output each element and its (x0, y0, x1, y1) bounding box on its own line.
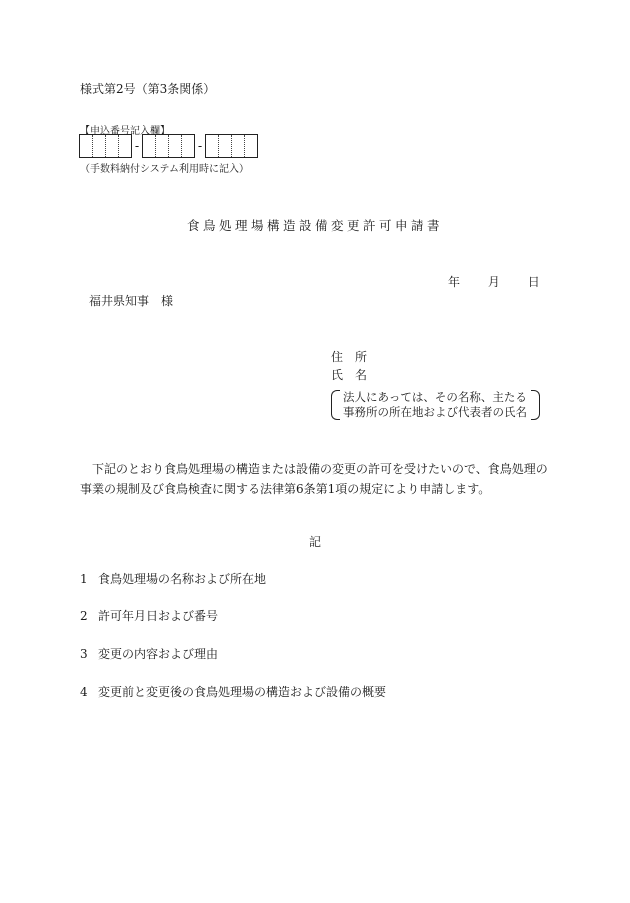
addressee: 福井県知事 様 (89, 294, 174, 308)
item-text: 食鳥処理場の名称および所在地 (98, 572, 267, 586)
address-row[interactable] (331, 348, 367, 365)
name-row[interactable] (331, 366, 367, 383)
item-text: 許可年月日および番号 (98, 609, 219, 623)
number-cell[interactable] (106, 135, 119, 157)
date-month: 月 (487, 275, 500, 289)
number-cell[interactable] (182, 135, 194, 157)
number-cell[interactable] (232, 135, 245, 157)
item-number: 1 (80, 572, 88, 586)
list-item (80, 570, 266, 587)
address-label: 住 所 (331, 350, 368, 364)
number-cell[interactable] (143, 135, 156, 157)
corporation-note (331, 389, 540, 419)
name-label: 氏 名 (331, 368, 368, 382)
list-item (80, 683, 386, 700)
number-box-group-3[interactable] (205, 134, 258, 158)
number-cell[interactable] (219, 135, 232, 157)
number-cell[interactable] (80, 135, 93, 157)
number-box-group-2[interactable] (142, 134, 195, 158)
application-number-label: 【申込番号記入欄】 (80, 126, 170, 137)
number-separator: - (134, 139, 140, 153)
date-year: 年 (448, 275, 461, 289)
number-cell[interactable] (169, 135, 182, 157)
corporation-note-line-1: 法人にあっては、その名称、主たる (343, 390, 527, 404)
item-number: 3 (80, 647, 88, 661)
application-statement: 下記のとおり食鳥処理場の構造または設備の変更の許可を受けたいので、食鳥処理の事業の規制及び食鳥検査に関する法律第6条第1項の規定により申請します。 (80, 462, 548, 496)
item-text: 変更前と変更後の食鳥処理場の構造および設備の概要 (98, 685, 387, 699)
date-day: 日 (527, 275, 540, 289)
document-title: 食鳥処理場構造設備変更許可申請書 (186, 218, 443, 233)
form-number: 様式第2号（第3条関係） (80, 82, 216, 96)
item-text: 変更の内容および理由 (98, 647, 219, 661)
item-number: 4 (80, 685, 88, 699)
left-bracket (331, 390, 340, 420)
number-separator: - (197, 139, 203, 153)
list-item (80, 645, 218, 662)
corporation-note-line-2: 事務所の所在地および代表者の氏名 (343, 405, 527, 419)
date-line[interactable] (448, 273, 540, 290)
number-cell[interactable] (156, 135, 169, 157)
number-cell[interactable] (119, 135, 131, 157)
application-number-boxes[interactable] (79, 134, 258, 158)
list-item (80, 607, 218, 624)
number-cell[interactable] (206, 135, 219, 157)
right-bracket (531, 390, 540, 420)
number-cell[interactable] (245, 135, 257, 157)
application-number-note: （手数料納付システム利用時に記入） (80, 164, 249, 175)
ki-heading: 記 (308, 535, 321, 549)
number-cell[interactable] (93, 135, 106, 157)
number-box-group-1[interactable] (79, 134, 132, 158)
item-number: 2 (80, 609, 88, 623)
